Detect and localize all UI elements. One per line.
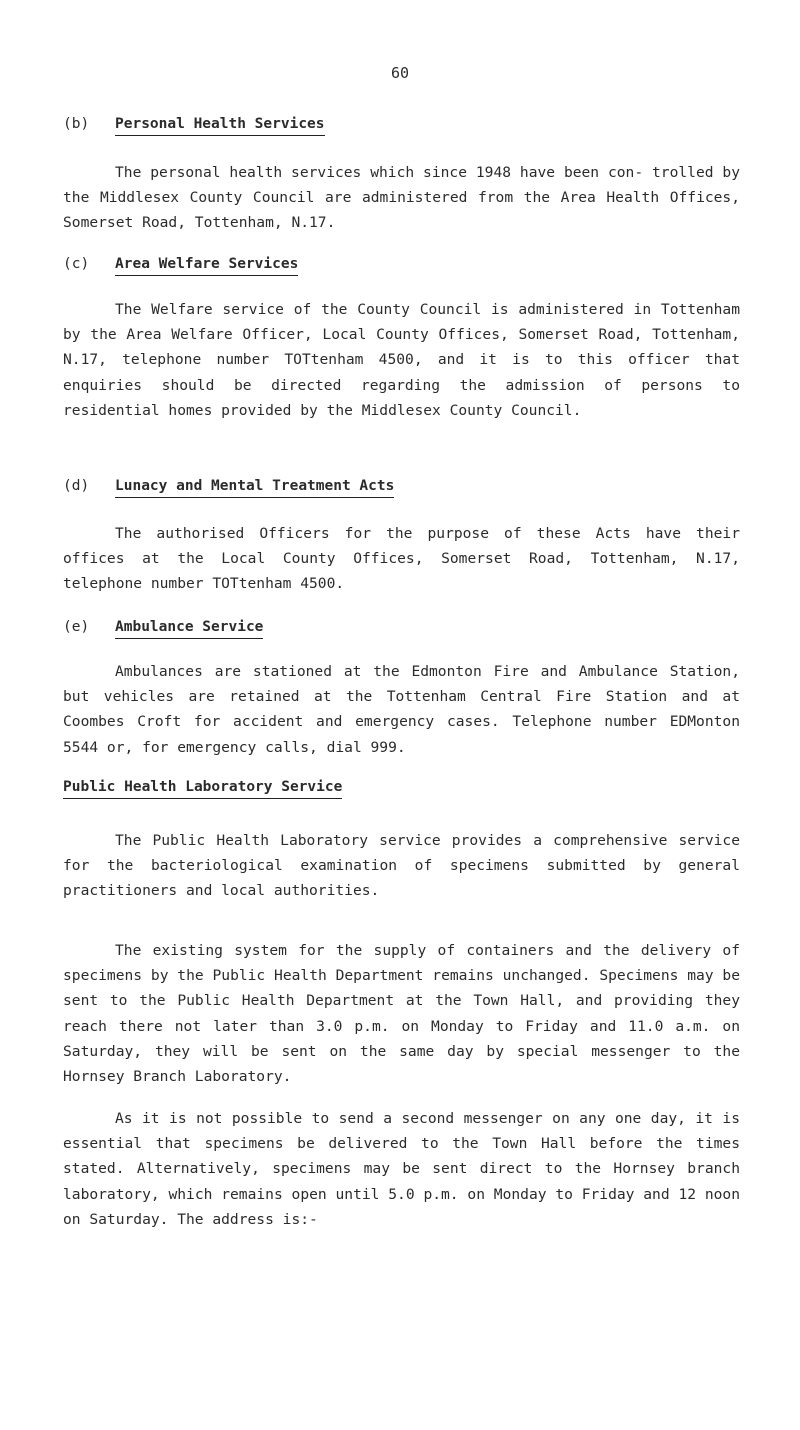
heading-area-welfare-services: [63, 256, 298, 272]
heading-ambulance-service: [63, 619, 263, 635]
paragraph-lunacy-mental-treatment-acts: [63, 521, 740, 597]
paragraph-laboratory-messenger: [63, 1106, 740, 1232]
section-letter: (b): [63, 116, 90, 132]
heading-public-health-laboratory-service: [63, 779, 342, 795]
paragraph-text: The existing system for the supply of containers and the delivery of specimens by the Public Health Department remains unchanged. Specimens may be sent to the Public Health Department at the Town Hall, and providing they reach there not later than 3.0 p.m. on Monday to Friday and 11.0 a.m. on Saturday, they will be sent on the same day by special messenger to the Hornsey Branch Laboratory.: [63, 942, 740, 1086]
paragraph-text: The Welfare service of the County Council is administered in Tottenham by the Area Welfare Officer, Local County Offices, Somerset Road, Tottenham, N.17, telephone number TOTtenham 4500, and it is to this officer that enquiries should be directed regarding the admission of persons to residential homes provided by the Middlesex County Council.: [63, 301, 740, 419]
paragraph-personal-health-services: [63, 160, 740, 236]
heading-personal-health-services: [63, 116, 325, 132]
section-title: Public Health Laboratory Service: [63, 779, 342, 799]
paragraph-laboratory-intro: [63, 828, 740, 904]
paragraph-text: Ambulances are stationed at the Edmonton Fire and Ambulance Station, but vehicles are retained at the Tottenham Central Fire Station and at Coombes Croft for accident and emergency cases. Telephone number EDMonton 5544 or, for emergency calls, dial 999.: [63, 663, 740, 756]
section-letter: (e): [63, 619, 90, 635]
paragraph-area-welfare-services: [63, 297, 740, 423]
section-title: Ambulance Service: [115, 619, 263, 639]
section-letter: (d): [63, 478, 90, 494]
paragraph-text: The personal health services which since 1948 have been con- trolled by the Middlesex County Council are administered from the Area Health Offices, Somerset Road, Tottenham, N.17.: [63, 164, 740, 232]
paragraph-text: The Public Health Laboratory service provides a comprehensive service for the bacteriological examination of specimens submitted by general practitioners and local authorities.: [63, 832, 740, 900]
paragraph-text: As it is not possible to send a second messenger on any one day, it is essential that specimens be delivered to the Town Hall before the times stated. Alternatively, specimens may be sent direct to the Hornsey branch laboratory, which remains open until 5.0 p.m. on Monday to Friday and 12 noon on Saturday. The address is:-: [63, 1110, 740, 1228]
paragraph-text: The authorised Officers for the purpose of these Acts have their offices at the Local County Offices, Somerset Road, Tottenham, N.17, telephone number TOTtenham 4500.: [63, 525, 740, 593]
heading-lunacy-mental-treatment-acts: [63, 478, 394, 494]
page-number: 60: [390, 64, 410, 82]
section-title: Area Welfare Services: [115, 256, 298, 276]
section-title: Lunacy and Mental Treatment Acts: [115, 478, 394, 498]
paragraph-laboratory-specimens: [63, 938, 740, 1089]
section-letter: (c): [63, 256, 90, 272]
section-title: Personal Health Services: [115, 116, 325, 136]
paragraph-ambulance-service: [63, 659, 740, 760]
